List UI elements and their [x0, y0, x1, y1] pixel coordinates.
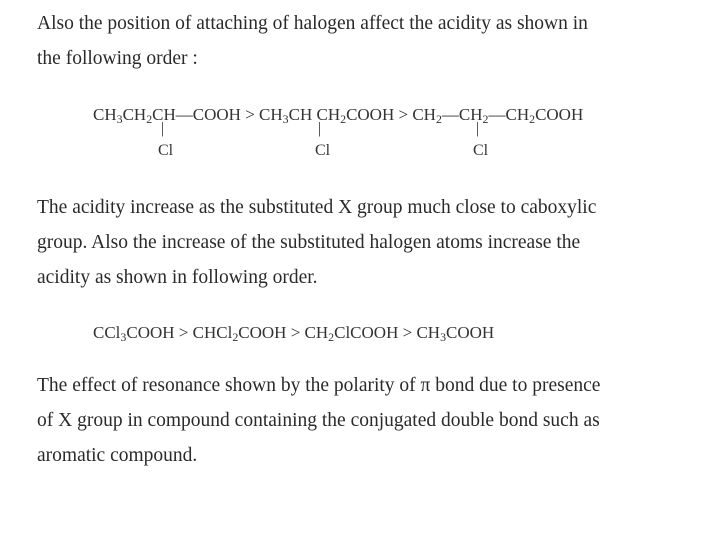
paragraph-line: acidity as shown in following order.: [37, 267, 318, 288]
bond-line: |: [476, 120, 480, 137]
paragraph-substituent-effect: [37, 190, 687, 295]
compound-chloroacetic-acid: $CH_2ClCOOH$: [304, 323, 399, 344]
paragraph-line: The effect of resonance shown by the polarity of π bond due to presence: [37, 375, 601, 396]
paragraph-resonance-effect: [37, 368, 687, 473]
paragraph-line: The acidity increase as the substituted X group much close to caboxylic: [37, 197, 597, 218]
bond-line: |: [318, 120, 322, 137]
paragraph-line: the following order :: [37, 48, 198, 69]
compound-acetic-acid: $CH_3COOH$: [416, 323, 495, 344]
paragraph-line: aromatic compound.: [37, 445, 198, 466]
paragraph-line: group. Also the increase of the substituted halogen atoms increase the: [37, 232, 581, 253]
halogen-count-acidity-order: [93, 323, 494, 343]
greater-than-sign: >: [245, 105, 255, 124]
chlorine-substituent: Cl: [158, 142, 174, 159]
compound-dichloroacetic-acid: CHCl$_2$COOH: [192, 323, 287, 344]
chloro-acid-position-order: [93, 105, 583, 125]
greater-than-sign: >: [178, 323, 189, 342]
paragraph-line: of X group in compound containing the conjugated double bond such as: [37, 410, 600, 431]
paragraph-halogen-position: [37, 6, 687, 76]
greater-than-sign: >: [398, 105, 409, 124]
greater-than-sign: >: [402, 323, 413, 342]
paragraph-line: Also the position of attaching of halogen affect the acidity as shown in: [37, 13, 588, 34]
chlorine-substituent: Cl: [315, 142, 331, 159]
compound-3-chlorobutanoic-acid: $CH_3CH$ $CH_2COOH$: [259, 105, 395, 126]
compound-trichloroacetic-acid: CCl$_3$COOH: [93, 323, 175, 344]
compound-4-chlorobutanoic-acid: $CH_2—CH_2—CH_2COOH$: [412, 105, 584, 126]
compound-2-chlorobutanoic-acid: $CH_3CH_2CH—COOH$: [93, 105, 241, 126]
chlorine-substituent: Cl: [473, 142, 489, 159]
greater-than-sign: >: [290, 323, 301, 342]
bond-line: |: [161, 120, 165, 137]
